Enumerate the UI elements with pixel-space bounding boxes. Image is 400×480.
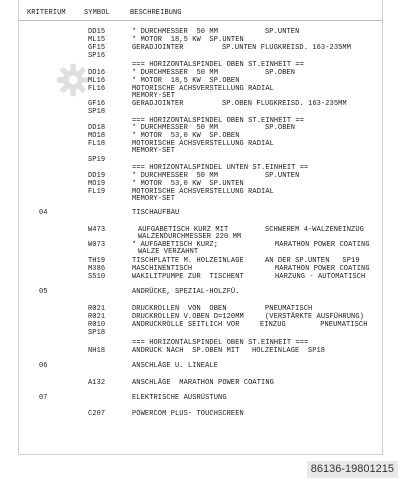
section-divider-text: === HORIZONTALSPINDEL OBEN ST.EINHEIT == <box>132 61 305 69</box>
symbol-code: R021 <box>88 313 106 321</box>
description-text: * MOTOR 53,0 KW SP.UNTEN <box>132 180 244 188</box>
section-title: ELEKTRISCHE AUSRÜSTUNG <box>132 394 227 402</box>
description-text: MOTORISCHE ACHSVERSTELLUNG RADIAL <box>132 140 274 148</box>
description-tail: SP.UNTEN FLUGKREISD. 163-235MM <box>222 44 352 52</box>
symbol-code: MO18 <box>88 132 106 140</box>
description-text: WALZENDURCHMESSER 220 MM <box>138 233 242 241</box>
description-text: MEMORY-SET <box>132 147 176 155</box>
symbol-code: FL18 <box>88 140 106 148</box>
description-text: * MOTOR 53,0 KW SP.OBEN <box>132 132 240 140</box>
symbol-code: GF15 <box>88 44 106 52</box>
symbol-code: MO19 <box>88 180 106 188</box>
symbol-code: W473 <box>88 226 106 234</box>
description-text: ANDRUCK NACH SP.OBEN MIT <box>132 347 240 355</box>
description-text: * MOTOR 18,5 KW SP.OBEN <box>132 77 240 85</box>
description-text: WAKILITPUMPE ZUR TISCHENT <box>132 273 244 281</box>
description-text: * MOTOR 18,5 KW SP.UNTEN <box>132 36 244 44</box>
gear-icon <box>55 62 91 98</box>
symbol-code: W073 <box>88 241 106 249</box>
description-text: POWERCOM PLUS- TOUCHSCREEN <box>132 410 244 418</box>
criterion-number: 05 <box>39 288 48 296</box>
criterion-number: 04 <box>39 209 48 217</box>
description-text: GERADJOINTER <box>132 100 184 108</box>
description-text: MOTORISCHE ACHSVERSTELLUNG RADIAL <box>132 188 274 196</box>
symbol-code: GF16 <box>88 100 106 108</box>
symbol-code: ML16 <box>88 77 106 85</box>
symbol-code: NH18 <box>88 347 106 355</box>
description-text: ANDRUCKROLLE SEITLICH VOR <box>132 321 240 329</box>
symbol-code: DD15 <box>88 28 106 36</box>
description-tail: MARATHON POWER COATING <box>275 265 370 273</box>
symbol-code: ML15 <box>88 36 106 44</box>
description-tail: HARZUNG - AUTOMATISCH <box>275 273 366 281</box>
description-text: * DURCHMESSER 50 MM <box>132 124 219 132</box>
column-header-kriterium: KRITERIUM <box>27 9 66 17</box>
description-tail: SP.OBEN <box>265 69 296 77</box>
symbol-code: TH19 <box>88 257 106 265</box>
description-text: WALZE VERZAHNT <box>138 248 199 256</box>
symbol-code: SP18 <box>88 108 106 116</box>
description-text: MEMORY-SET <box>132 92 176 100</box>
section-title: TISCHAUFBAU <box>132 209 180 217</box>
section-divider-text: === HORIZONTALSPINDEL OBEN ST.EINHEIT === <box>132 339 309 347</box>
column-header-beschreibung: BESCHREIBUNG <box>130 9 182 17</box>
symbol-code: R010 <box>88 321 106 329</box>
description-tail: SCHWEREM 4-WALZENEINZUG <box>265 226 364 234</box>
section-title: ANSCHLÄGE U. LINEALE <box>132 362 219 370</box>
symbol-code: A132 <box>88 379 106 387</box>
description-text: TISCHPLATTE M. HOLZEINLAGE <box>132 257 244 265</box>
description-text: GERADJOINTER <box>132 44 184 52</box>
reference-number-label: 86136-19801215 <box>307 461 398 478</box>
section-divider-text: === HORIZONTALSPINDEL OBEN ST.EINHEIT == <box>132 117 305 125</box>
symbol-code: SP16 <box>88 52 106 60</box>
symbol-code: FL19 <box>88 188 106 196</box>
description-text: * DURCHMESSER 50 MM <box>132 69 219 77</box>
symbol-code: S510 <box>88 273 106 281</box>
description-text: * AUFGABETISCH KURZ; <box>132 241 219 249</box>
column-header-symbol: SYMBOL <box>84 9 110 17</box>
description-text: * DURCHMESSER 50 MM <box>132 28 219 36</box>
description-text: MASCHINENTISCH <box>132 265 193 273</box>
header-rule <box>18 3 383 21</box>
symbol-code: DD19 <box>88 172 106 180</box>
symbol-code: C207 <box>88 410 106 418</box>
symbol-code: DD18 <box>88 124 106 132</box>
description-text: MOTORISCHE ACHSVERSTELLUNG RADIAL <box>132 85 274 93</box>
section-title: ANDRÜCKE, SPEZIAL-HOLZFÜ. <box>132 288 240 296</box>
description-tail: SP.UNTEN <box>265 172 300 180</box>
description-tail: SP.OBEN FLUGKREISD. 163-235MM <box>222 100 347 108</box>
description-tail: AN DER SP.UNTEN SP19 <box>265 257 360 265</box>
criterion-number: 06 <box>39 362 48 370</box>
section-divider-text: === HORIZONTALSPINDEL UNTEN ST.EINHEIT == <box>132 164 309 172</box>
criterion-number: 07 <box>39 394 48 402</box>
symbol-code: M386 <box>88 265 106 273</box>
description-tail: (VERSTÄRKTE AUSFÜHRUNG) <box>265 313 364 321</box>
description-text: DRUCKROLLEN VON OBEN <box>132 305 227 313</box>
symbol-code: DD16 <box>88 69 106 77</box>
description-text: AUFGABETISCH KURZ MIT <box>138 226 229 234</box>
description-tail: HOLZEINLAGE SP18 <box>252 347 326 355</box>
description-tail: SP.OBEN <box>265 124 296 132</box>
symbol-code: FL16 <box>88 85 106 93</box>
symbol-code: SP18 <box>88 329 106 337</box>
description-tail: EINZUG PNEUMATISCH <box>260 321 368 329</box>
symbol-code: R021 <box>88 305 106 313</box>
description-text: * DURCHMESSER 50 MM <box>132 172 219 180</box>
description-text: MEMORY-SET <box>132 195 176 203</box>
description-tail: SP.UNTEN <box>265 28 300 36</box>
symbol-code: SP19 <box>88 156 106 164</box>
description-tail: PNEUMATISCH <box>265 305 313 313</box>
description-text: ANSCHLÄGE MARATHON POWER COATING <box>132 379 274 387</box>
description-text: DRUCKROLLEN V.OBEN D=120MM <box>132 313 244 321</box>
description-tail: MARATHON POWER COATING <box>275 241 370 249</box>
